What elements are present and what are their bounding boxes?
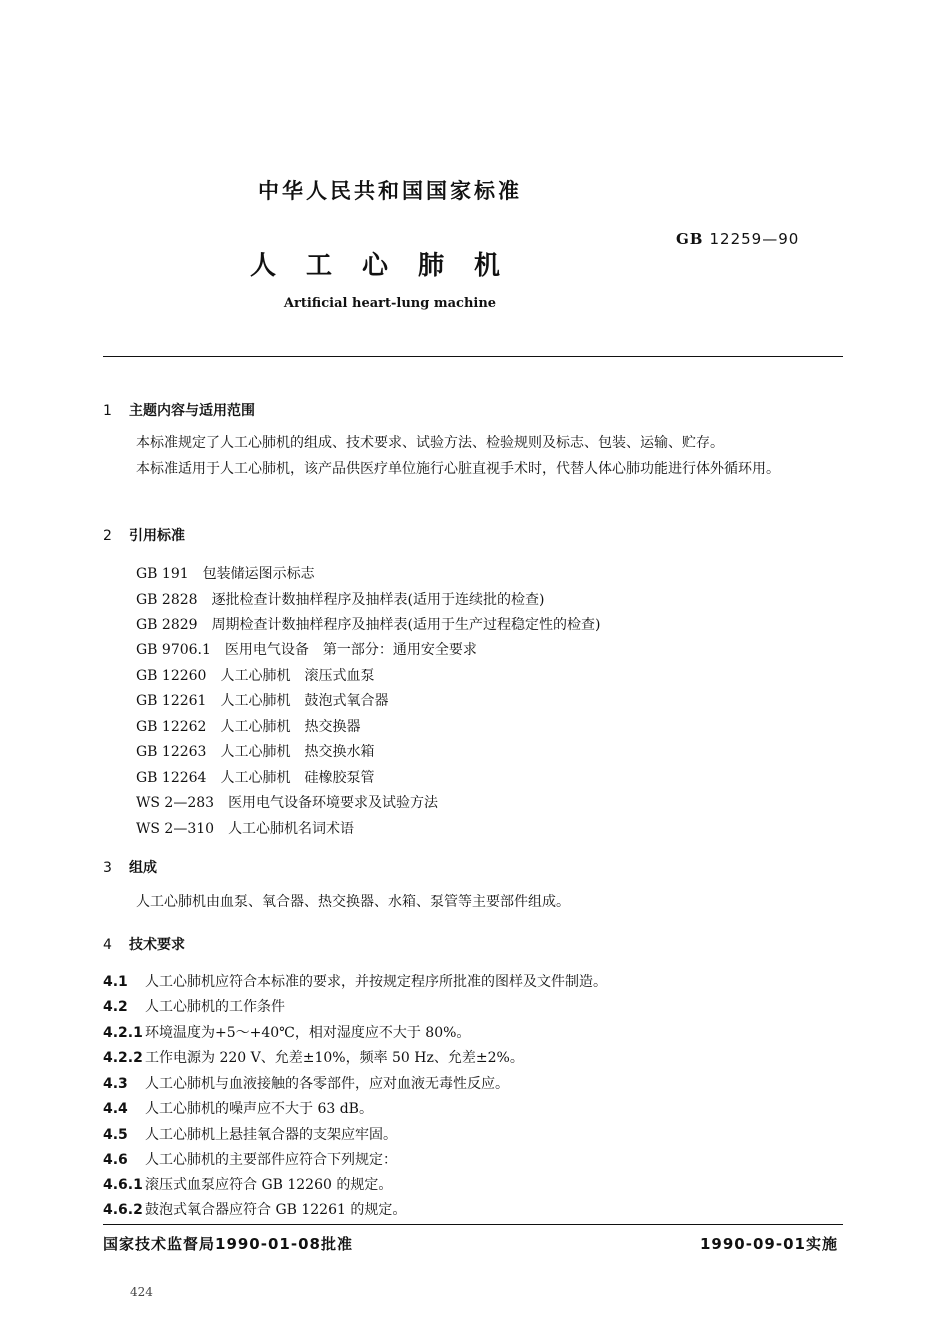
clause-text: 人工心肺机上悬挂氧合器的支架应牢固。 xyxy=(145,1127,397,1143)
reference-item xyxy=(136,614,601,634)
reference-name: 人工心肺机 硅橡胶泵管 xyxy=(220,770,375,786)
clause-text: 鼓泡式氧合器应符合 GB 12261 的规定。 xyxy=(145,1202,407,1218)
reference-name: 医用电气设备 第一部分：通用安全要求 xyxy=(224,642,477,658)
section-title: 技术要求 xyxy=(129,937,185,953)
reference-item xyxy=(136,741,374,761)
section-3-heading xyxy=(103,857,157,877)
paragraph-text: 本标准规定了人工心肺机的组成、技术要求、试验方法、检验规则及标志、包装、运输、贮存。 xyxy=(136,435,724,451)
section-number: 4 xyxy=(103,937,112,953)
reference-item xyxy=(136,792,438,812)
reference-item xyxy=(136,589,545,609)
document-title: 人工心肺机 xyxy=(249,251,530,281)
clause-item xyxy=(103,996,285,1016)
clause-item xyxy=(103,1022,470,1042)
clause-number: 4.2 xyxy=(103,999,128,1015)
clause-number: 4.4 xyxy=(103,1101,128,1117)
reference-code: GB 12262 xyxy=(136,719,207,735)
reference-code: GB 12260 xyxy=(136,668,207,684)
standard-code-number: 12259—90 xyxy=(709,230,800,248)
reference-item xyxy=(136,639,477,659)
clause-text: 人工心肺机的主要部件应符合下列规定： xyxy=(145,1152,397,1168)
section-1-heading xyxy=(103,400,255,420)
clause-text: 滚压式血泵应符合 GB 12260 的规定。 xyxy=(145,1177,393,1193)
reference-code: GB 2828 xyxy=(136,592,198,608)
reference-name: 人工心肺机 热交换水箱 xyxy=(220,744,375,760)
section-4-heading xyxy=(103,934,185,954)
reference-name: 人工心肺机 鼓泡式氧合器 xyxy=(220,693,389,709)
clause-number: 4.6.1 xyxy=(103,1177,143,1193)
section-number: 1 xyxy=(103,403,112,419)
clause-text: 人工心肺机的噪声应不大于 63 dB。 xyxy=(145,1101,373,1117)
reference-name: 人工心肺机 滚压式血泵 xyxy=(220,668,375,684)
clause-text: 人工心肺机应符合本标准的要求，并按规定程序所批准的图样及文件制造。 xyxy=(145,974,607,990)
paragraph-text: 本标准适用于人工心肺机，该产品供医疗单位施行心脏直视手术时，代替人体心肺功能进行体外循环用。 xyxy=(136,461,780,477)
reference-name: 逐批检查计数抽样程序及抽样表(适用于连续批的检查) xyxy=(211,592,545,608)
reference-code: WS 2—283 xyxy=(136,795,215,811)
page-number: 424 xyxy=(130,1285,153,1299)
reference-item xyxy=(136,665,374,685)
reference-code: GB 9706.1 xyxy=(136,642,211,658)
national-standard-heading: 中华人民共和国国家标准 xyxy=(258,179,522,203)
reference-name: 人工心肺机名词术语 xyxy=(228,821,355,837)
section-number: 2 xyxy=(103,528,112,544)
clause-text: 环境温度为+5～+40℃，相对湿度应不大于 80%。 xyxy=(145,1025,471,1041)
section-number: 3 xyxy=(103,860,112,876)
document-subtitle-english: Artificial heart-lung machine xyxy=(283,296,497,311)
clause-item xyxy=(103,1174,392,1194)
clause-number: 4.1 xyxy=(103,974,128,990)
reference-code: GB 2829 xyxy=(136,617,198,633)
reference-code: GB 12264 xyxy=(136,770,207,786)
section-title: 组成 xyxy=(129,860,157,876)
section-1-paragraph-1 xyxy=(103,430,841,456)
clause-number: 4.6 xyxy=(103,1152,128,1168)
section-title: 引用标准 xyxy=(129,528,185,544)
clause-item xyxy=(103,971,607,991)
clause-number: 4.3 xyxy=(103,1076,128,1092)
clause-item xyxy=(103,1047,524,1067)
reference-item xyxy=(136,767,374,787)
section-1-paragraph-2 xyxy=(103,456,841,482)
clause-item xyxy=(103,1098,373,1118)
section-2-heading xyxy=(103,525,185,545)
reference-code: GB 191 xyxy=(136,566,189,582)
footer-divider xyxy=(103,1224,843,1225)
clause-text: 工作电源为 220 V、允差±10%，频率 50 Hz、允差±2%。 xyxy=(145,1050,524,1066)
clause-item xyxy=(103,1199,406,1219)
reference-name: 医用电气设备环境要求及试验方法 xyxy=(228,795,439,811)
effective-date: 1990-09-01实施 xyxy=(700,1235,838,1253)
clause-text: 人工心肺机与血液接触的各零部件，应对血液无毒性反应。 xyxy=(145,1076,509,1092)
clause-text: 人工心肺机的工作条件 xyxy=(145,999,285,1015)
clause-number: 4.2.1 xyxy=(103,1025,143,1041)
section-3-paragraph xyxy=(103,889,841,915)
clause-item xyxy=(103,1149,397,1169)
standard-code-prefix: GB xyxy=(676,230,704,248)
clause-item xyxy=(103,1073,509,1093)
paragraph-text: 人工心肺机由血泵、氧合器、热交换器、水箱、泵管等主要部件组成。 xyxy=(136,894,570,910)
header-divider xyxy=(103,356,843,357)
reference-code: GB 12263 xyxy=(136,744,207,760)
approval-date: 国家技术监督局1990-01-08批准 xyxy=(103,1235,353,1253)
reference-item xyxy=(136,818,354,838)
reference-code: GB 12261 xyxy=(136,693,207,709)
reference-name: 周期检查计数抽样程序及抽样表(适用于生产过程稳定性的检查) xyxy=(211,617,601,633)
clause-number: 4.2.2 xyxy=(103,1050,143,1066)
reference-item xyxy=(136,690,388,710)
section-title: 主题内容与适用范围 xyxy=(129,403,255,419)
clause-number: 4.6.2 xyxy=(103,1202,143,1218)
clause-item xyxy=(103,1124,397,1144)
clause-number: 4.5 xyxy=(103,1127,128,1143)
reference-name: 人工心肺机 热交换器 xyxy=(220,719,361,735)
reference-item xyxy=(136,563,315,583)
reference-item xyxy=(136,716,360,736)
reference-code: WS 2—310 xyxy=(136,821,215,837)
reference-name: 包装储运图示标志 xyxy=(202,566,315,582)
